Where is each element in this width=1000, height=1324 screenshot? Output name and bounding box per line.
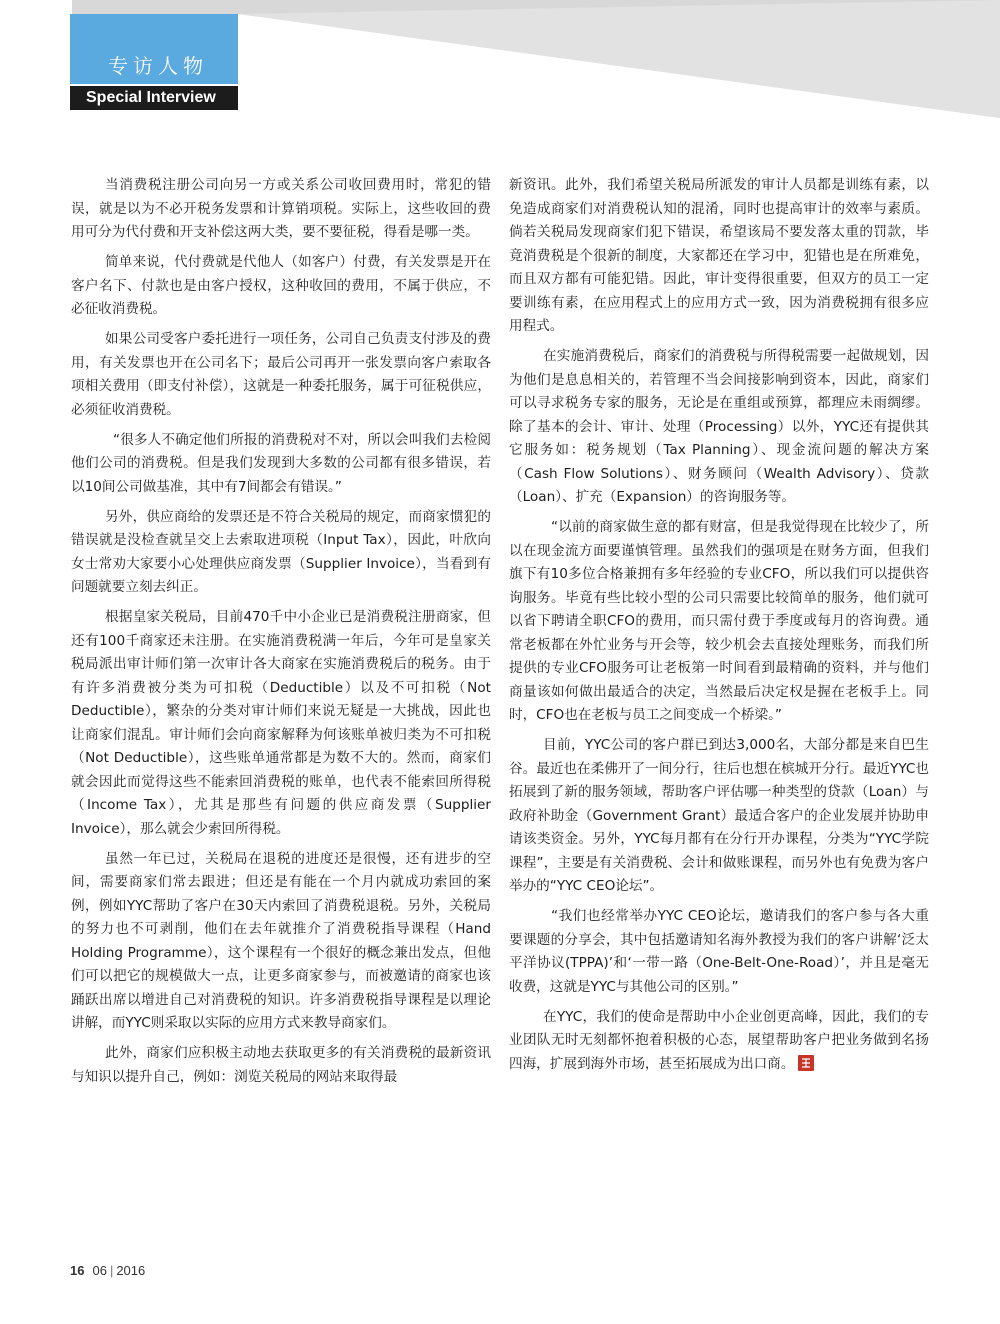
paragraph-continued: 新资讯。此外，我们希望关税局所派发的审计人员都是训练有素，以免造成商家们对消费税认知的混淆，同时也提高审计的效率与素质。倘若关税局发现商家们犯下错误，希望该局不要发落太重的罚款，毕竟消费税是个很新的制度，大家都还在学习中，犯错也是在所难免，而且双方都有可能犯错。因此，审计变得很重要，但双方的员工一定要训练有素，在应用程式上的应用方式一致，因为消费税拥有很多应用程式。 bbox=[509, 177, 929, 334]
quote-paragraph: “很多人不确定他们所报的消费税对不对，所以会叫我们去检阅他们公司的消费税。但是我们发现到大多数的公司都有很多错误，若以10间公司做基准，其中有7间都会有错误。” bbox=[71, 431, 491, 495]
article-column-left bbox=[71, 174, 491, 1096]
page-number: 16 bbox=[70, 1263, 85, 1278]
paragraph: 此外，商家们应积极主动地去获取更多的有关消费税的最新资讯与知识以提升自己，例如：浏览关税局的网站来取得最 bbox=[71, 1045, 491, 1085]
paragraph: 简单来说，代付费就是代他人（如客户）付费，有关发票是开在客户名下、付款也是由客户授权，这种收回的费用，不属于供应，不必征收消费税。 bbox=[71, 254, 491, 317]
end-seal-icon bbox=[798, 1055, 814, 1071]
paragraph: 如果公司受客户委托进行一项任务，公司自己负责支付涉及的费用，有关发票也开在公司名下；最后公司再开一张发票向客户索取各项相关费用（即支付补偿），这就是一种委托服务，属于可征税供应，必须征收消费税。 bbox=[71, 331, 491, 418]
closing-text: 在YYC，我们的使命是帮助中小企业创更高峰，因此，我们的专业团队无时无刻都怀抱着积极的心态，展望帮助客户把业务做到名扬四海，扩展到海外市场，甚至拓展成为出口商。 bbox=[509, 1008, 929, 1072]
page-folio bbox=[70, 1263, 145, 1278]
section-title-cn: 专访人物 bbox=[108, 54, 208, 78]
closing-paragraph bbox=[509, 1006, 929, 1077]
section-title-en: Special Interview bbox=[70, 86, 238, 110]
quote-paragraph: “以前的商家做生意的都有财富，但是我觉得现在比较少了，所以在现金流方面要谨慎管理。虽然我们的强项是在财务方面，但我们旗下有10多位合格兼拥有多年经验的专业CFO，所以我们可以提供咨询服务。毕竟有些比较小型的公司只需要比较简单的服务，他们就可以省下聘请全职CFO的费用，而只需付费于季度或每月的咨询费。通常老板都在外忙业务与开会等，较少机会去直接处理账务，而我们所提供的专业CFO服务可让老板第一时间看到最精确的资料，并与他们商量该如何做出最适合的决定，当然最后决定权是握在老板手上。同时，CFO也在老板与员工之间变成一个桥梁。” bbox=[509, 519, 929, 723]
quote-paragraph: “我们也经常举办YYC CEO论坛，邀请我们的客户参与各大重要课题的分享会，其中包括邀请知名海外教授为我们的客户讲解‘泛太平洋协议(TPPA)’和‘一带一路（One-Belt-One-Road）’，并且是毫无收费，这就是YYC与其他公司的区别。” bbox=[509, 908, 929, 995]
issue-year: 2016 bbox=[116, 1263, 146, 1278]
paragraph: 在实施消费税后，商家们的消费税与所得税需要一起做规划，因为他们是息息相关的，若管理不当会间接影响到资本，因此，商家们可以寻求税务专家的服务，无论是在重组或预算，都理应未雨绸缪。除了基本的会计、审计、处理（Processing）以外，YYC还有提供其它服务如：税务规划（Tax Planning）、现金流问题的解决方案（Cash Flow Solutions）、财务顾问（Wealth Advisory）、贷款（Loan）、扩充（Expansion）的咨询服务等。 bbox=[509, 348, 929, 505]
paragraph: 目前，YYC公司的客户群已到达3,000名，大部分都是来自巴生谷。最近也在柔佛开了一间分行，往后也想在槟城开分行。最近YYC也拓展到了新的服务领域，帮助客户评估哪一种类型的贷款（Loan）与政府补助金（Government Grant）最适合客户的企业发展并协助申请该类资金。另外，YYC每月都有在分行开办课程，分类为“YYC学院课程”，主要是有关消费税、会计和做账课程，而另外也有免费为客户举办的“YYC CEO论坛”。 bbox=[509, 737, 929, 894]
paragraph: 根据皇家关税局，目前470千中小企业已是消费税注册商家，但还有100千商家还未注册。在实施消费税满一年后，今年可是皇家关税局派出审计师们第一次审计各大商家在实施消费税后的税务。由于有许多消费被分类为可扣税（Deductible）以及不可扣税（Not Deductible），繁杂的分类对审计师们来说无疑是一大挑战，因此也让商家们混乱。审计师们会向商家解释为何该账单被归类为不可扣税（Not Deductible），这些账单通常都是为数不大的。然而，商家们就会因此而觉得这些不能索回消费税的账单，也代表不能索回所得税（Income Tax），尤其是那些有问题的供应商发票（Supplier Invoice），那么就会少索回所得税。 bbox=[71, 609, 491, 837]
paragraph: 另外，供应商给的发票还是不符合关税局的规定，而商家惯犯的错误就是没检查就呈交上去索取进项税（Input Tax），因此，叶欣向女士常劝大家要小心处理供应商发票（Supplier Invoice），当看到有问题就要立刻去纠正。 bbox=[71, 508, 491, 595]
article-column-right bbox=[509, 174, 929, 1083]
issue-month: 06 bbox=[92, 1263, 107, 1278]
folio-separator: | bbox=[109, 1263, 114, 1278]
paragraph: 虽然一年已过，关税局在退税的进度还是很慢，还有进步的空间，需要商家们常去跟进；但还是有能在一个月内就成功索回的案例，例如YYC帮助了客户在30天内索回了消费税退税。另外，关税局的努力也不可剥削，他们在去年就推介了消费税指导课程（Hand Holding Programme），这个课程有一个很好的概念兼出发点，但他们可以把它的规模做大一点，让更多商家参与，而被邀请的商家也该踊跃出席以增进自己对消费税的知识。许多消费税指导课程是以理论讲解，而YYC则采取以实际的应用方式来教导商家们。 bbox=[71, 850, 491, 1031]
paragraph: 当消费税注册公司向另一方或关系公司收回费用时，常犯的错误，就是以为不必开税务发票和计算销项税。实际上，这些收回的费用可分为代付费和开支补偿这两大类，要不要征税，得看是哪一类。 bbox=[71, 177, 491, 240]
